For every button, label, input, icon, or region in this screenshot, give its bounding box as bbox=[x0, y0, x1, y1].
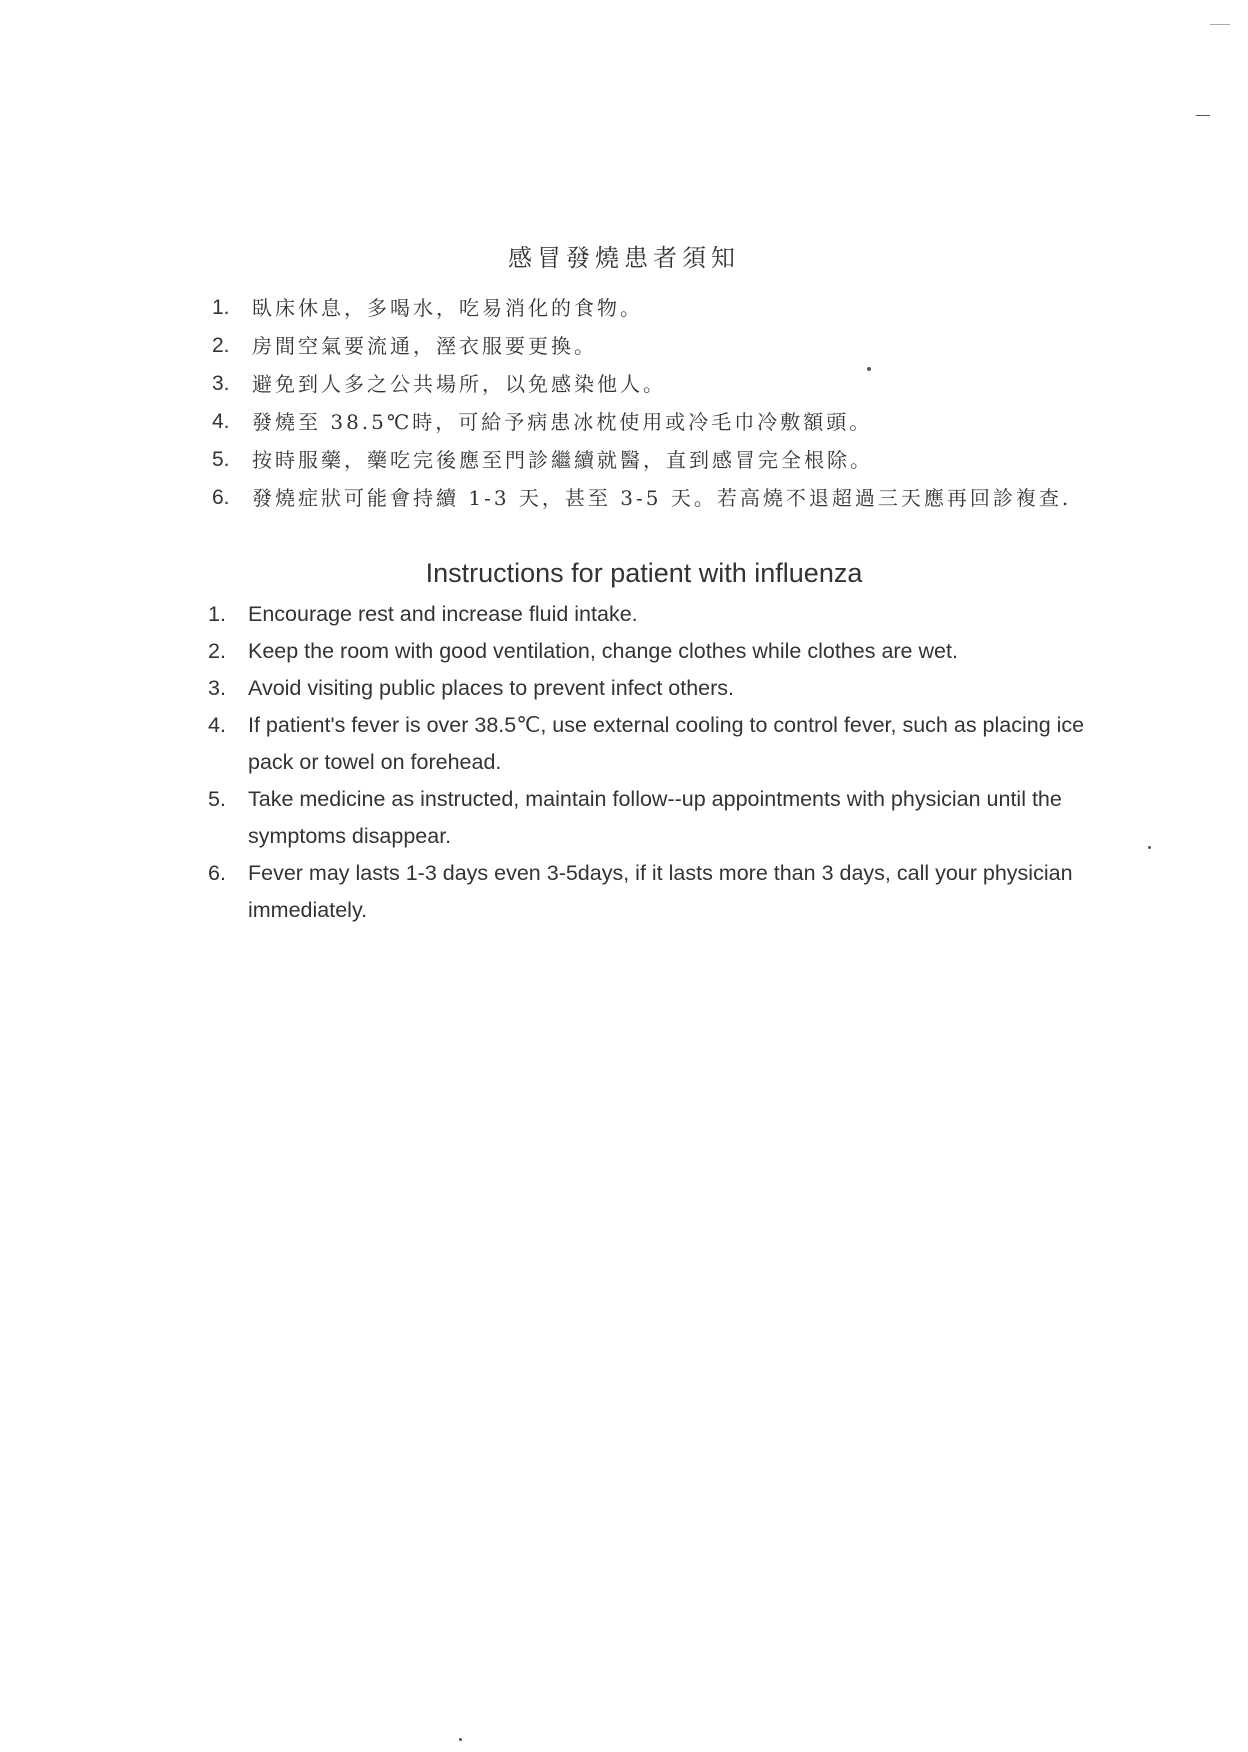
item-text: 臥床休息，多喝水，吃易消化的食物。 bbox=[252, 296, 643, 320]
english-item bbox=[208, 781, 1108, 855]
item-number: 3. bbox=[212, 372, 230, 395]
item-text: Encourage rest and increase fluid intake. bbox=[248, 602, 638, 626]
english-item bbox=[208, 855, 1108, 929]
item-text: 發燒症狀可能會持續 1-3 天，甚至 3-5 天。若高燒不退超過三天應再回診複查. bbox=[252, 486, 1072, 510]
item-text: If patient's fever is over 38.5℃, use external cooling to control fever, such as placing ice pack or towel on forehead. bbox=[248, 713, 1085, 774]
item-text: 房間空氣要流通，溼衣服要更換。 bbox=[252, 334, 597, 358]
chinese-item bbox=[212, 442, 1092, 480]
item-number: 5. bbox=[208, 787, 226, 811]
item-text: Avoid visiting public places to prevent infect others. bbox=[248, 676, 735, 700]
item-text: Fever may lasts 1-3 days even 3-5days, if it lasts more than 3 days, call your physician immediately. bbox=[248, 861, 1073, 922]
chinese-item bbox=[212, 366, 1092, 404]
item-number: 6. bbox=[212, 486, 230, 509]
chinese-item bbox=[212, 328, 1092, 366]
item-text: Keep the room with good ventilation, change clothes while clothes are wet. bbox=[248, 639, 958, 663]
item-number: 4. bbox=[212, 410, 230, 433]
scan-speck bbox=[1196, 115, 1210, 116]
scan-speck bbox=[459, 1738, 462, 1741]
english-instruction-list bbox=[208, 596, 1108, 929]
chinese-item bbox=[212, 404, 1092, 442]
chinese-title: 感冒發燒患者須知 bbox=[508, 244, 740, 272]
item-number: 2. bbox=[208, 639, 226, 663]
item-number: 3. bbox=[208, 676, 226, 700]
item-text: 發燒至 38.5℃時，可給予病患冰枕使用或冷毛巾冷敷額頭。 bbox=[252, 410, 873, 434]
item-number: 4. bbox=[208, 713, 226, 737]
chinese-item bbox=[212, 290, 1092, 328]
english-item bbox=[208, 707, 1108, 781]
english-item bbox=[208, 596, 1108, 633]
scan-speck bbox=[1148, 846, 1151, 849]
english-item bbox=[208, 633, 1108, 670]
item-number: 1. bbox=[208, 602, 226, 626]
chinese-item bbox=[212, 480, 1092, 518]
item-text: Take medicine as instructed, maintain follow--up appointments with physician until the symptoms disappear. bbox=[248, 787, 1062, 848]
item-text: 避免到人多之公共場所，以免感染他人。 bbox=[252, 372, 666, 396]
chinese-instruction-list bbox=[212, 290, 1092, 518]
item-text: 按時服藥，藥吃完後應至門診繼續就醫，直到感冒完全根除。 bbox=[252, 448, 873, 472]
scan-speck bbox=[867, 367, 871, 371]
english-title: Instructions for patient with influenza bbox=[425, 558, 863, 588]
item-number: 5. bbox=[212, 448, 230, 471]
scan-speck bbox=[1210, 24, 1230, 25]
english-item bbox=[208, 670, 1108, 707]
item-number: 6. bbox=[208, 861, 226, 885]
item-number: 2. bbox=[212, 334, 230, 357]
item-number: 1. bbox=[212, 296, 230, 319]
